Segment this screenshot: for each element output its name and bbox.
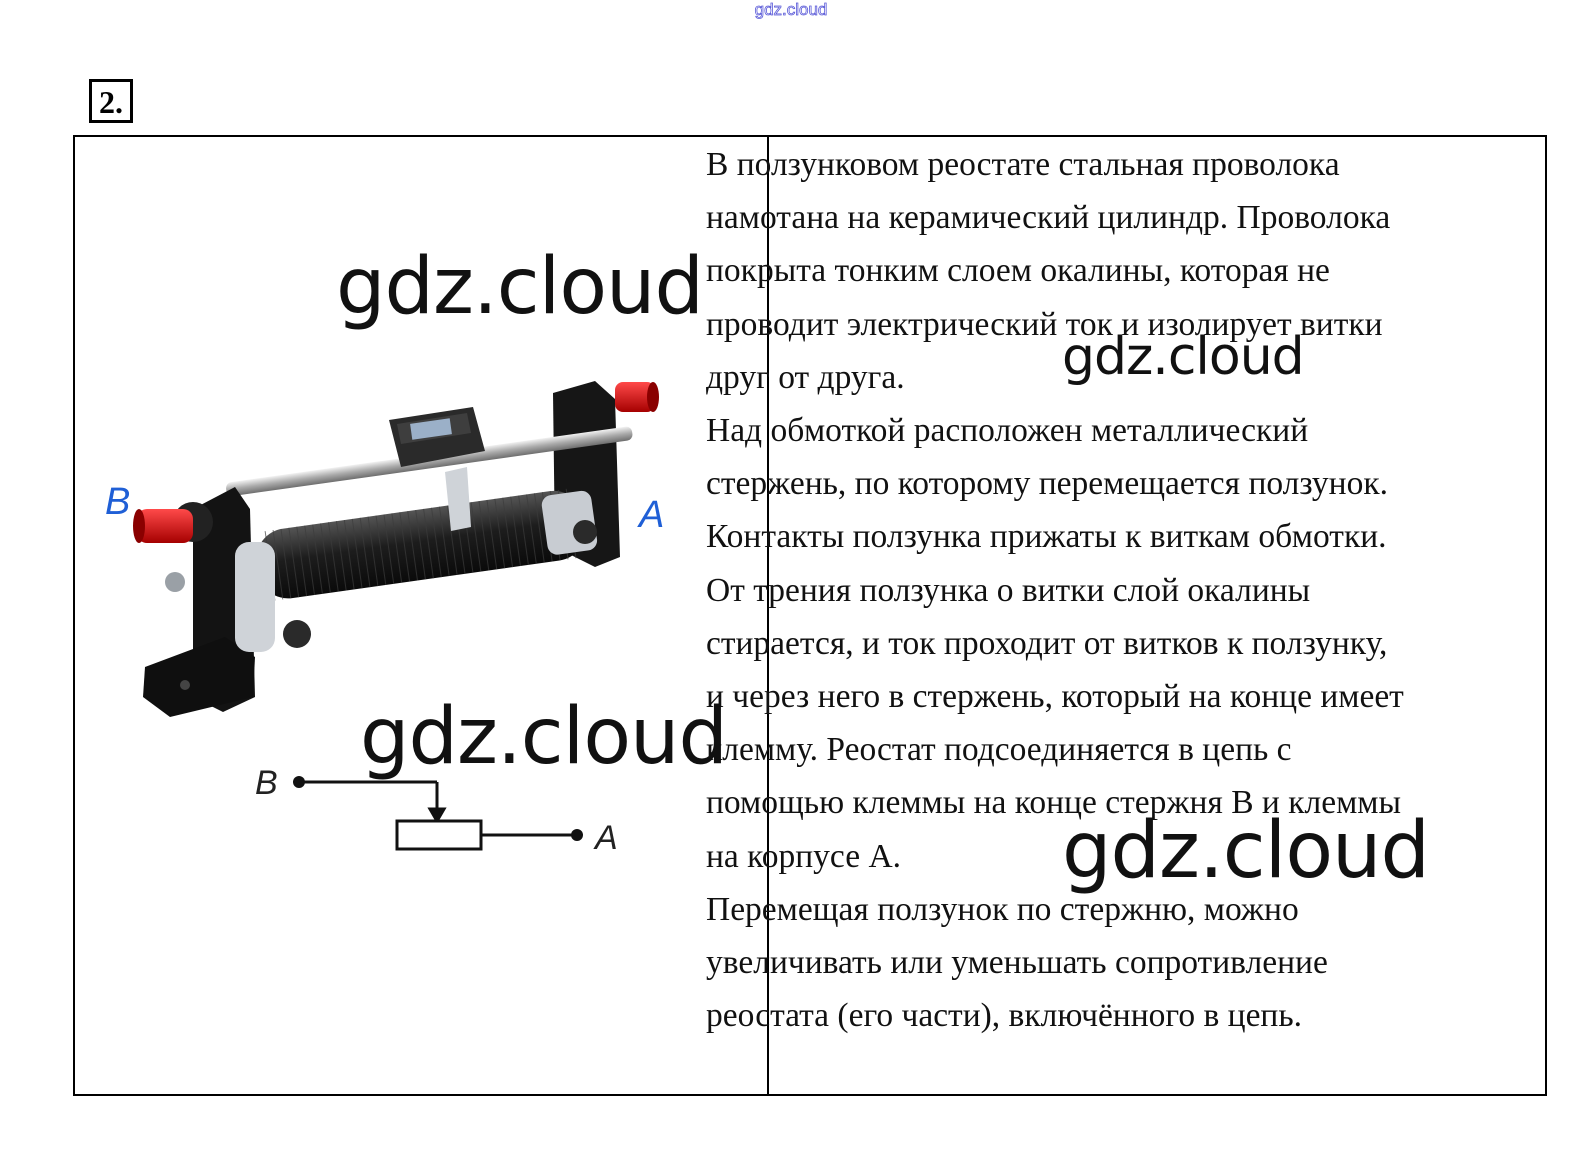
explanation-text <box>706 138 1526 1042</box>
text-line: Перемещая ползунок по стержню, можно <box>706 890 1299 928</box>
text-line: помощью клеммы на конце стержня В и клеммы <box>706 784 1401 822</box>
screw <box>283 620 311 648</box>
schematic-terminal-b <box>293 776 305 788</box>
left-terminal <box>133 502 213 543</box>
text-line: реостата (его части), включённого в цепь. <box>706 997 1303 1035</box>
right-terminal <box>615 382 659 412</box>
watermark: gdz.cloud <box>336 242 703 332</box>
photo-label-a: A <box>639 494 665 536</box>
base-plate <box>143 637 255 717</box>
text-line: стержень, по которому перемещается ползунок. <box>706 465 1389 503</box>
text-line: В ползунковом реостате стальная проволока <box>706 146 1340 183</box>
watermark: gdz.cloud <box>1062 327 1304 387</box>
text-line: и через него в стержень, который на конце имеет <box>706 678 1404 716</box>
schematic-label-a: A <box>595 819 618 857</box>
text-line: стирается, и ток проходит от витков к ползунку, <box>706 624 1388 662</box>
watermark: gdz.cloud <box>360 692 727 782</box>
text-line: клемму. Реостат подсоединяется в цепь с <box>706 731 1292 769</box>
text-line: друг от друга. <box>706 358 905 396</box>
left-washer <box>235 542 275 652</box>
screw <box>573 520 597 544</box>
schematic-terminal-a <box>571 829 583 841</box>
schematic-label-b: B <box>255 764 278 802</box>
header-watermark: gdz.cloud <box>754 0 828 19</box>
text-line: От трения ползунка о витки слой окалины <box>706 571 1311 609</box>
text-line: покрыта тонким слоем окалины, которая не <box>706 252 1330 290</box>
text-line: увеличивать или уменьшать сопротивление <box>706 944 1328 982</box>
coil <box>253 486 599 603</box>
text-line: Контакты ползунка прижаты к виткам обмотки. <box>706 518 1387 556</box>
text-line: на корпусе А. <box>706 837 902 875</box>
text-line: Над обмоткой расположен металлический <box>706 412 1309 450</box>
screw <box>165 572 185 592</box>
photo-label-b: B <box>105 481 131 523</box>
text-line: проводит электрический ток и изолирует витки <box>706 305 1383 343</box>
task-number: 2. <box>89 79 133 123</box>
watermark: gdz.cloud <box>1062 806 1429 896</box>
text-line: намотана на керамический цилиндр. Проволока <box>706 199 1391 237</box>
rheostat-schematic <box>299 782 575 849</box>
